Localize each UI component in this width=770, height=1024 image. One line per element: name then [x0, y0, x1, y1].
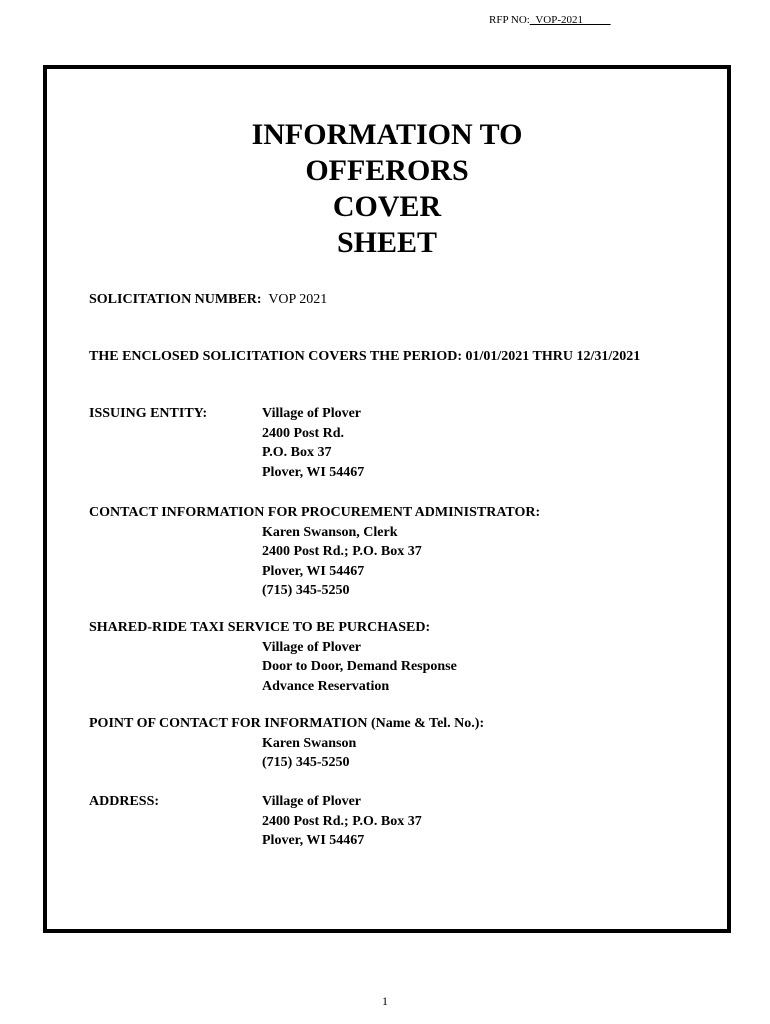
contact-admin-line: Karen Swanson, Clerk	[262, 524, 398, 540]
cover-sheet-frame	[43, 65, 731, 933]
title-line: OFFERORS	[305, 154, 469, 187]
service-label: SHARED-RIDE TAXI SERVICE TO BE PURCHASED:	[89, 620, 431, 635]
address-label: ADDRESS:	[89, 794, 160, 809]
solicitation-value: VOP 2021	[268, 292, 328, 307]
solicitation-period: THE ENCLOSED SOLICITATION COVERS THE PERIOD: 01/01/2021 THRU 12/31/2021	[89, 349, 641, 364]
title-line: SHEET	[336, 226, 438, 259]
rfp-number	[489, 14, 611, 26]
point-of-contact-line: Karen Swanson	[262, 735, 357, 751]
service-line: Advance Reservation	[262, 678, 390, 694]
point-of-contact-line: (715) 345-5250	[262, 755, 350, 770]
issuing-entity-line: P.O. Box 37	[262, 445, 332, 460]
rfp-value: _VOP-2021_____	[529, 14, 611, 26]
page-title	[47, 117, 727, 261]
title-line: COVER	[332, 190, 442, 223]
contact-admin-line: 2400 Post Rd.; P.O. Box 37	[262, 544, 422, 559]
title-line: INFORMATION TO	[251, 118, 523, 151]
point-of-contact-section	[89, 714, 484, 773]
issuing-entity-section	[89, 404, 364, 482]
issuing-entity-label: ISSUING ENTITY:	[89, 406, 208, 421]
issuing-entity-line: Plover, WI 54467	[262, 464, 365, 480]
contact-admin-line: (715) 345-5250	[262, 583, 350, 598]
address-section	[89, 792, 422, 851]
point-of-contact-label: POINT OF CONTACT FOR INFORMATION (Name & Tel. No.):	[89, 716, 485, 731]
address-line: 2400 Post Rd.; P.O. Box 37	[262, 813, 422, 829]
service-line: Village of Plover	[262, 639, 362, 655]
issuing-entity-line: Village of Plover	[262, 406, 362, 421]
service-line: Door to Door, Demand Response	[262, 659, 457, 674]
page-number: 1	[382, 994, 388, 1008]
solicitation-number	[89, 292, 327, 308]
solicitation-label: SOLICITATION NUMBER:	[89, 292, 262, 307]
address-line: Plover, WI 54467	[262, 833, 365, 848]
address-line: Village of Plover	[262, 794, 362, 809]
contact-admin-line: Plover, WI 54467	[262, 563, 365, 579]
contact-admin-section	[89, 503, 540, 601]
rfp-label: RFP NO:	[489, 14, 530, 26]
contact-admin-label: CONTACT INFORMATION FOR PROCUREMENT ADMINISTRATOR:	[89, 505, 541, 520]
service-section	[89, 618, 457, 696]
issuing-entity-line: 2400 Post Rd.	[262, 425, 345, 441]
